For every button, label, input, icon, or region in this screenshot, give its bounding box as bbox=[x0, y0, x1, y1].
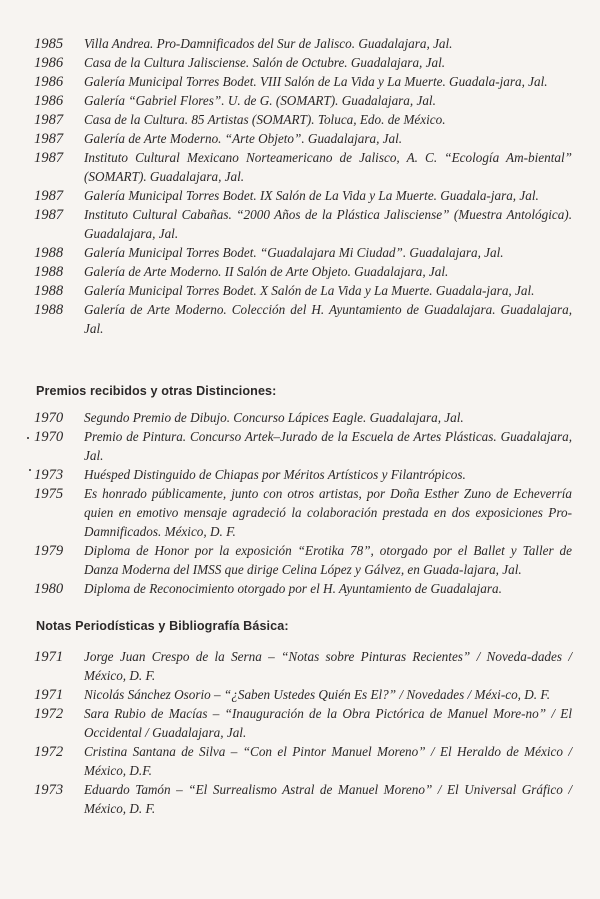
exhibitions-list bbox=[0, 34, 600, 338]
award-year: 1975 bbox=[34, 486, 64, 502]
exhibition-year: 1988 bbox=[34, 283, 64, 299]
award-entry bbox=[0, 541, 600, 579]
awards-list bbox=[0, 408, 600, 598]
press-year: 1971 bbox=[34, 649, 64, 665]
exhibition-year: 1988 bbox=[34, 302, 64, 318]
exhibition-text: Galería Municipal Torres Bodet. “Guadalajara Mi Ciudad”. Guadalajara, Jal. bbox=[84, 245, 504, 260]
press-list bbox=[0, 647, 600, 818]
press-entry bbox=[0, 742, 600, 780]
exhibition-entry bbox=[0, 53, 600, 72]
award-year: 1970 bbox=[34, 410, 64, 426]
exhibition-year: 1987 bbox=[34, 188, 64, 204]
exhibition-year: 1985 bbox=[34, 36, 64, 52]
award-year: 1973 bbox=[34, 467, 64, 483]
press-year: 1972 bbox=[34, 706, 64, 722]
press-entry bbox=[0, 704, 600, 742]
award-text: Premio de Pintura. Concurso Artek–Jurado de la Escuela de Artes Plásticas. Guadalajara, Jal. bbox=[84, 429, 572, 463]
exhibition-year: 1987 bbox=[34, 112, 64, 128]
exhibition-entry bbox=[0, 186, 600, 205]
exhibition-text: Galería “Gabriel Flores”. U. de G. (SOMART). Guadalajara, Jal. bbox=[84, 93, 436, 108]
exhibition-entry bbox=[0, 72, 600, 91]
exhibition-year: 1987 bbox=[34, 131, 64, 147]
press-text: Eduardo Tamón – “El Surrealismo Astral de Manuel Moreno” / El Universal Gráfico / México, D. F. bbox=[84, 782, 572, 816]
exhibition-entry bbox=[0, 91, 600, 110]
exhibition-entry bbox=[0, 281, 600, 300]
exhibition-text: Casa de la Cultura Jalisciense. Salón de Octubre. Guadalajara, Jal. bbox=[84, 55, 446, 70]
press-entry bbox=[0, 685, 600, 704]
exhibition-text: Villa Andrea. Pro-Damnificados del Sur de Jalisco. Guadalajara, Jal. bbox=[84, 36, 453, 51]
exhibition-year: 1987 bbox=[34, 207, 64, 223]
award-entry bbox=[0, 408, 600, 427]
exhibition-year: 1988 bbox=[34, 264, 64, 280]
exhibition-text: Galería Municipal Torres Bodet. IX Salón de La Vida y La Muerte. Guadala-jara, Jal. bbox=[84, 188, 539, 203]
award-year: 1980 bbox=[34, 581, 64, 597]
award-entry bbox=[0, 465, 600, 484]
stray-mark bbox=[27, 437, 29, 439]
exhibition-entry bbox=[0, 205, 600, 243]
award-entry bbox=[0, 579, 600, 598]
press-text: Nicolás Sánchez Osorio – “¿Saben Ustedes Quién Es El?” / Novedades / Méxi-co, D. F. bbox=[84, 687, 551, 702]
exhibition-entry bbox=[0, 34, 600, 53]
press-text: Jorge Juan Crespo de la Serna – “Notas sobre Pinturas Recientes” / Noveda-dades / México, D. F. bbox=[84, 649, 572, 683]
press-year: 1973 bbox=[34, 782, 64, 798]
exhibition-text: Casa de la Cultura. 85 Artistas (SOMART). Toluca, Edo. de México. bbox=[84, 112, 446, 127]
award-text: Es honrado públicamente, junto con otros artistas, por Doña Esther Zuno de Echeverría quien en emotivo mensaje agradeció la colaboración prestada en dos exposiciones Pro-Damnificados. México, D. F. bbox=[84, 486, 572, 539]
exhibition-year: 1988 bbox=[34, 245, 64, 261]
press-entry bbox=[0, 647, 600, 685]
exhibition-entry bbox=[0, 262, 600, 281]
exhibition-entry bbox=[0, 300, 600, 338]
exhibition-year: 1986 bbox=[34, 74, 64, 90]
exhibition-text: Galería de Arte Moderno. Colección del H. Ayuntamiento de Guadalajara. Guadalajara, Jal. bbox=[84, 302, 572, 336]
exhibition-text: Instituto Cultural Mexicano Norteamericano de Jalisco, A. C. “Ecología Am-biental” (SOMART). Guadalajara, Jal. bbox=[84, 150, 572, 184]
exhibition-entry bbox=[0, 110, 600, 129]
press-text: Sara Rubio de Macías – “Inauguración de la Obra Pictórica de Manuel More-no” / El Occidental / Guadalajara, Jal. bbox=[84, 706, 572, 740]
award-year: 1970 bbox=[34, 429, 64, 445]
award-text: Huésped Distinguido de Chiapas por Méritos Artísticos y Filantrópicos. bbox=[84, 467, 466, 482]
exhibition-year: 1986 bbox=[34, 93, 64, 109]
press-entry bbox=[0, 780, 600, 818]
awards-heading: Premios recibidos y otras Distinciones: bbox=[36, 384, 277, 398]
stray-mark bbox=[29, 469, 31, 471]
exhibition-entry bbox=[0, 243, 600, 262]
exhibition-text: Galería Municipal Torres Bodet. X Salón de La Vida y La Muerte. Guadala-jara, Jal. bbox=[84, 283, 535, 298]
award-entry bbox=[0, 484, 600, 541]
exhibition-year: 1986 bbox=[34, 55, 64, 71]
exhibition-entry bbox=[0, 129, 600, 148]
press-year: 1972 bbox=[34, 744, 64, 760]
press-year: 1971 bbox=[34, 687, 64, 703]
exhibition-year: 1987 bbox=[34, 150, 64, 166]
exhibition-entry bbox=[0, 148, 600, 186]
exhibition-text: Galería de Arte Moderno. II Salón de Arte Objeto. Guadalajara, Jal. bbox=[84, 264, 449, 279]
award-text: Diploma de Reconocimiento otorgado por el H. Ayuntamiento de Guadalajara. bbox=[84, 581, 502, 596]
press-text: Cristina Santana de Silva – “Con el Pintor Manuel Moreno” / El Heraldo de México / México, D.F. bbox=[84, 744, 572, 778]
award-year: 1979 bbox=[34, 543, 64, 559]
press-heading: Notas Periodísticas y Bibliografía Básica: bbox=[36, 619, 289, 633]
exhibition-text: Galería de Arte Moderno. “Arte Objeto”. Guadalajara, Jal. bbox=[84, 131, 403, 146]
award-text: Diploma de Honor por la exposición “Erotika 78”, otorgado por el Ballet y Taller de Danza Moderna del IMSS que dirige Celina López y Gálvez, en Guada-lajara, Jal. bbox=[84, 543, 572, 577]
award-entry bbox=[0, 427, 600, 465]
award-text: Segundo Premio de Dibujo. Concurso Lápices Eagle. Guadalajara, Jal. bbox=[84, 410, 464, 425]
exhibition-text: Instituto Cultural Cabañas. “2000 Años de la Plástica Jalisciense” (Muestra Antológica). Guadalajara, Jal. bbox=[84, 207, 572, 241]
exhibition-text: Galería Municipal Torres Bodet. VIII Salón de La Vida y La Muerte. Guadala-jara, Jal. bbox=[84, 74, 548, 89]
